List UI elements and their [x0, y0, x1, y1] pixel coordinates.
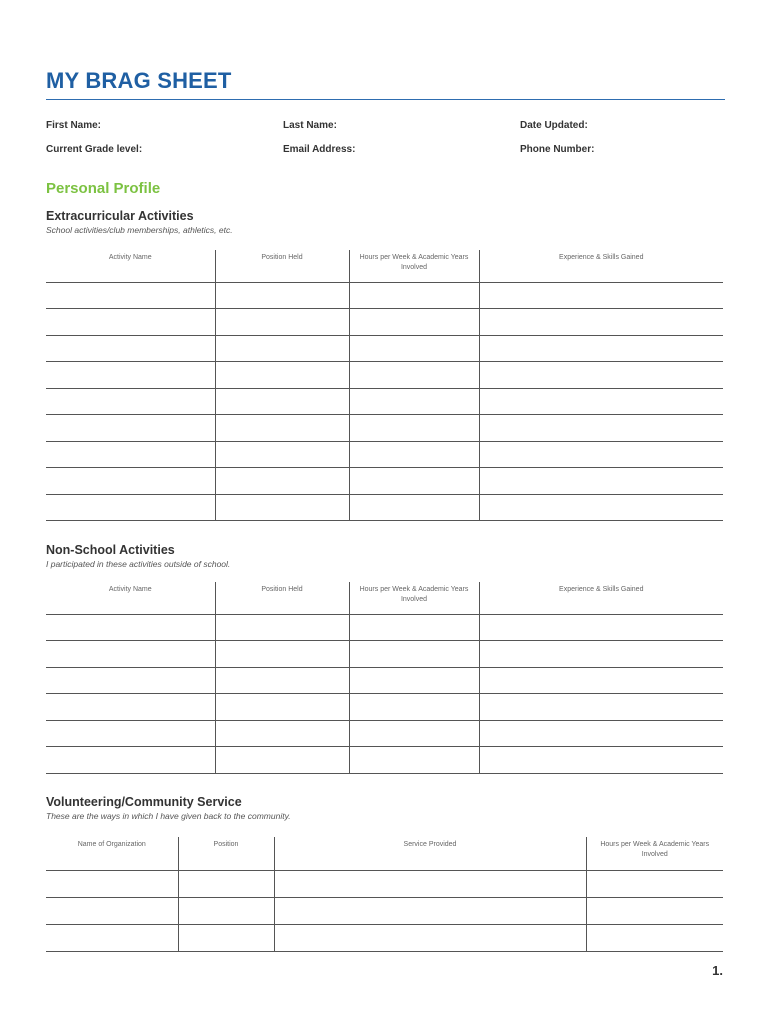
extracurricular-table: [46, 250, 723, 521]
table-cell[interactable]: [46, 897, 178, 924]
table-cell[interactable]: [479, 282, 723, 309]
table-cell[interactable]: [349, 694, 479, 721]
table-row: [46, 667, 723, 694]
table-cell[interactable]: [479, 494, 723, 521]
non-school-description: I participated in these activities outside of school.: [46, 559, 231, 569]
table-cell[interactable]: [46, 335, 215, 362]
table-cell[interactable]: [178, 870, 274, 897]
table-cell[interactable]: [274, 870, 586, 897]
page-number: 1.: [712, 963, 723, 978]
table-cell[interactable]: [479, 335, 723, 362]
column-header: Name of Organization: [46, 837, 178, 870]
table-cell[interactable]: [215, 494, 349, 521]
table-row: [46, 641, 723, 668]
table-cell[interactable]: [46, 415, 215, 442]
column-header: Experience & Skills Gained: [479, 250, 723, 282]
table-cell[interactable]: [349, 494, 479, 521]
table-cell[interactable]: [479, 641, 723, 668]
table-cell[interactable]: [46, 694, 215, 721]
table-row: [46, 694, 723, 721]
table-cell[interactable]: [349, 362, 479, 389]
table-cell[interactable]: [178, 897, 274, 924]
table-cell[interactable]: [479, 720, 723, 747]
table-cell[interactable]: [479, 694, 723, 721]
table-cell[interactable]: [479, 468, 723, 495]
table-cell[interactable]: [215, 667, 349, 694]
volunteering-description: These are the ways in which I have given back to the community.: [46, 811, 291, 821]
table-cell[interactable]: [479, 747, 723, 774]
table-row: [46, 897, 723, 924]
table-cell[interactable]: [586, 870, 723, 897]
table-cell[interactable]: [479, 441, 723, 468]
column-header: Activity Name: [46, 250, 215, 282]
table-cell[interactable]: [46, 441, 215, 468]
table-row: [46, 747, 723, 774]
email-label: Email Address:: [283, 144, 356, 155]
table-cell[interactable]: [586, 897, 723, 924]
table-cell[interactable]: [274, 897, 586, 924]
column-header: Hours per Week & Academic Years Involved: [349, 250, 479, 282]
table-cell[interactable]: [215, 335, 349, 362]
table-cell[interactable]: [586, 924, 723, 951]
volunteering-table: [46, 837, 723, 952]
table-cell[interactable]: [215, 641, 349, 668]
table-cell[interactable]: [215, 388, 349, 415]
column-header: Service Provided: [274, 837, 586, 870]
table-cell[interactable]: [46, 468, 215, 495]
table-row: [46, 415, 723, 442]
table-cell[interactable]: [46, 747, 215, 774]
table-row: [46, 362, 723, 389]
table-cell[interactable]: [46, 494, 215, 521]
table-cell[interactable]: [349, 282, 479, 309]
table-cell[interactable]: [349, 415, 479, 442]
table-cell[interactable]: [178, 924, 274, 951]
table-row: [46, 441, 723, 468]
table-cell[interactable]: [349, 441, 479, 468]
table-row: [46, 309, 723, 336]
table-cell[interactable]: [46, 309, 215, 336]
table-cell[interactable]: [215, 309, 349, 336]
table-cell[interactable]: [349, 614, 479, 641]
table-cell[interactable]: [349, 747, 479, 774]
table-cell[interactable]: [215, 720, 349, 747]
table-row: [46, 870, 723, 897]
table-cell[interactable]: [479, 415, 723, 442]
table-cell[interactable]: [46, 362, 215, 389]
column-header: Activity Name: [46, 582, 215, 614]
table-cell[interactable]: [349, 388, 479, 415]
column-header: Position Held: [215, 582, 349, 614]
non-school-table: [46, 582, 723, 774]
table-cell[interactable]: [46, 870, 178, 897]
column-header: Experience & Skills Gained: [479, 582, 723, 614]
table-row: [46, 335, 723, 362]
page-title: MY BRAG SHEET: [46, 68, 232, 93]
table-cell[interactable]: [349, 720, 479, 747]
table-row: [46, 720, 723, 747]
table-cell[interactable]: [349, 641, 479, 668]
table-cell[interactable]: [215, 362, 349, 389]
column-header: Position: [178, 837, 274, 870]
table-row: [46, 614, 723, 641]
table-row: [46, 494, 723, 521]
table-cell[interactable]: [215, 468, 349, 495]
table-row: [46, 468, 723, 495]
table-cell[interactable]: [46, 720, 215, 747]
table-row: [46, 282, 723, 309]
column-header: Hours per Week & Academic Years Involved: [586, 837, 723, 870]
grade-level-label: Current Grade level:: [46, 144, 143, 155]
table-cell[interactable]: [46, 667, 215, 694]
table-cell[interactable]: [215, 747, 349, 774]
extracurricular-description: School activities/club memberships, athletics, etc.: [46, 225, 233, 235]
table-cell[interactable]: [215, 441, 349, 468]
table-cell[interactable]: [46, 924, 178, 951]
table-cell[interactable]: [479, 362, 723, 389]
table-cell[interactable]: [479, 388, 723, 415]
table-cell[interactable]: [349, 335, 479, 362]
table-cell[interactable]: [46, 614, 215, 641]
table-cell[interactable]: [46, 388, 215, 415]
phone-label: Phone Number:: [520, 144, 595, 155]
table-cell[interactable]: [349, 667, 479, 694]
table-row: [46, 924, 723, 951]
table-cell[interactable]: [479, 614, 723, 641]
table-cell[interactable]: [349, 309, 479, 336]
volunteering-heading: Volunteering/Community Service: [46, 795, 242, 809]
table-cell[interactable]: [215, 614, 349, 641]
table-cell[interactable]: [274, 924, 586, 951]
personal-profile-heading: Personal Profile: [46, 180, 161, 197]
table-cell[interactable]: [46, 641, 215, 668]
last-name-label: Last Name:: [283, 120, 337, 131]
column-header: Hours per Week & Academic Years Involved: [349, 582, 479, 614]
non-school-heading: Non-School Activities: [46, 543, 175, 557]
extracurricular-heading: Extracurricular Activities: [46, 209, 194, 223]
table-cell[interactable]: [215, 415, 349, 442]
table-row: [46, 388, 723, 415]
table-cell[interactable]: [215, 694, 349, 721]
table-cell[interactable]: [215, 282, 349, 309]
table-cell[interactable]: [479, 309, 723, 336]
table-cell[interactable]: [46, 282, 215, 309]
date-updated-label: Date Updated:: [520, 120, 588, 131]
table-cell[interactable]: [479, 667, 723, 694]
column-header: Position Held: [215, 250, 349, 282]
table-cell[interactable]: [349, 468, 479, 495]
first-name-label: First Name:: [46, 120, 102, 131]
title-divider: [46, 99, 725, 100]
